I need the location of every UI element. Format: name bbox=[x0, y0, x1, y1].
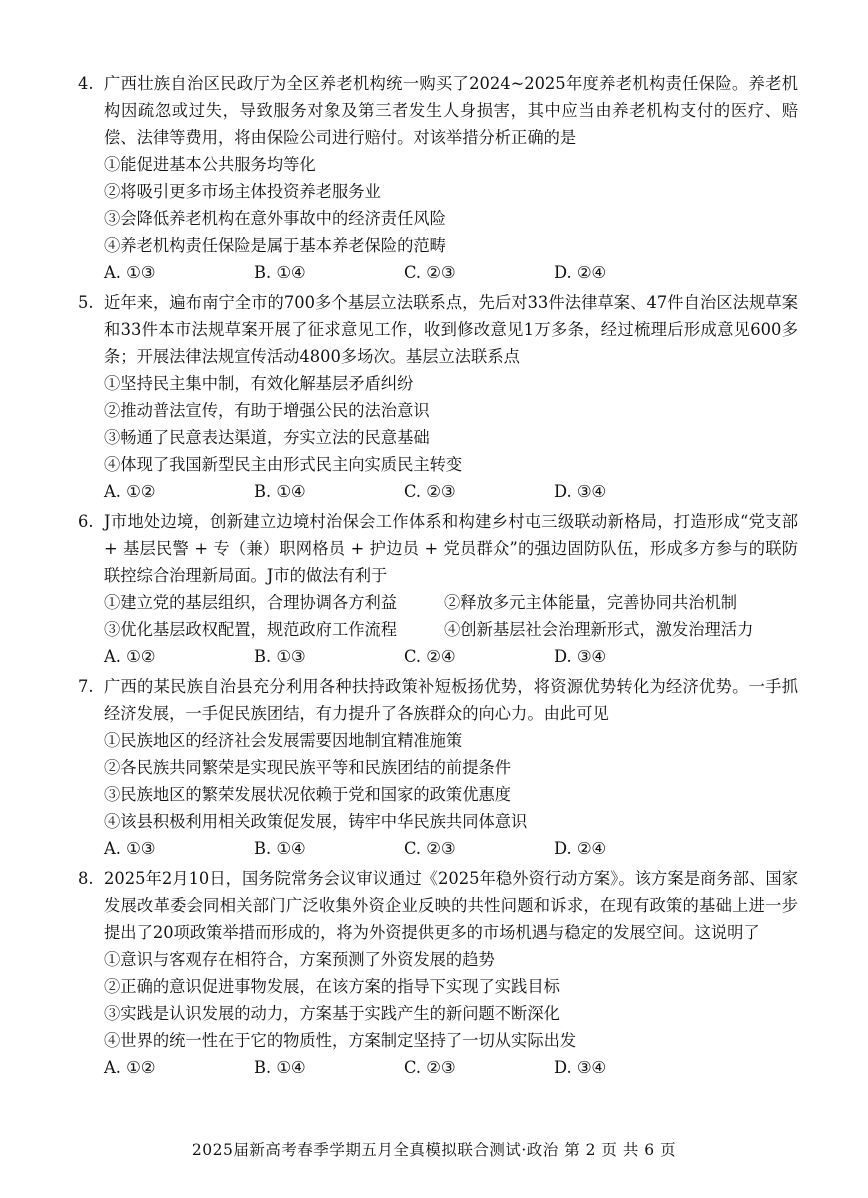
question-text: 广西的某民族自治县充分利用各种扶持政策补短板扬优势，将资源优势转化为经济优势。一手抓经济发展，一手促民族团结，有力提升了各族群众的向心力。由此可见 bbox=[104, 677, 798, 723]
question-text: J市地处边境，创新建立边境村治保会工作体系和构建乡村屯三级联动新格局，打造形成“党支部 + 基层民警 + 专（兼）职网格员 + 护边员 + 党员群众”的强边固防队伍，形成多方参与的联防联控综合治理新局面。J市的做法有利于 bbox=[104, 512, 798, 585]
answer-d: D. ③④ bbox=[554, 482, 607, 501]
question-number: 7. bbox=[78, 677, 94, 696]
question-text: 近年来，遍布南宁全市的700多个基层立法联系点，先后对33件法律草案、47件自治区法规草案和33件本市法规草案开展了征求意见工作，收到修改意见1万多条，经过梳理后形成意见600多条；开展法律法规宣传活动4800多场次。基层立法联系点 bbox=[104, 293, 798, 366]
answer-choices bbox=[78, 478, 798, 505]
option-row-2 bbox=[78, 616, 798, 643]
question-stem bbox=[78, 673, 798, 727]
answer-a: A. ①③ bbox=[104, 263, 156, 282]
question-text: 广西壮族自治区民政厅为全区养老机构统一购买了2024~2025年度养老机构责任保险。养老机构因疏忽或过失，导致服务对象及第三者发生人身损害，其中应当由养老机构支付的医疗、赔偿、法律等费用，将由保险公司进行赔付。对该举措分析正确的是 bbox=[104, 74, 798, 147]
answer-a: A. ①③ bbox=[104, 839, 156, 858]
question-stem bbox=[78, 289, 798, 370]
option-2: ②正确的意识促进事物发展，在该方案的指导下实现了实践目标 bbox=[104, 977, 560, 996]
answer-a: A. ①② bbox=[104, 1058, 156, 1077]
answer-c: C. ②④ bbox=[404, 647, 456, 666]
question-number: 5. bbox=[78, 293, 94, 312]
answer-d: D. ②④ bbox=[554, 839, 607, 858]
option-4: ④创新基层社会治理新形式，激发治理活力 bbox=[444, 620, 754, 639]
answer-b: B. ①③ bbox=[254, 647, 306, 666]
option-2: ②将吸引更多市场主体投资养老服务业 bbox=[104, 182, 381, 201]
option-2: ②释放多元主体能量，完善协同共治机制 bbox=[444, 593, 738, 612]
option-4: ④世界的统一性在于它的物质性，方案制定坚持了一切从实际出发 bbox=[104, 1031, 577, 1050]
answer-d: D. ③④ bbox=[554, 647, 607, 666]
question-stem bbox=[78, 70, 798, 151]
option-3: ③会降低养老机构在意外事故中的经济责任风险 bbox=[104, 209, 446, 228]
option-2: ②推动普法宣传，有助于增强公民的法治意识 bbox=[104, 401, 430, 420]
question-list bbox=[78, 70, 798, 1084]
option-3: ③民族地区的繁荣发展状况依赖于党和国家的政策优惠度 bbox=[104, 785, 512, 804]
answer-b: B. ①④ bbox=[254, 482, 306, 501]
option-3: ③优化基层政权配置，规范政府工作流程 bbox=[104, 620, 398, 639]
option-4: ④养老机构责任保险是属于基本养老保险的范畴 bbox=[104, 236, 446, 255]
answer-choices bbox=[78, 259, 798, 286]
page-footer: 2025届新高考春季学期五月全真模拟联合测试·政治 第 2 页 共 6 页 bbox=[191, 1141, 677, 1159]
question-number: 6. bbox=[78, 512, 94, 531]
answer-c: C. ②③ bbox=[404, 263, 456, 282]
question-number: 8. bbox=[78, 869, 94, 888]
question-stem bbox=[78, 865, 798, 946]
answer-b: B. ①④ bbox=[254, 1058, 306, 1077]
option-1: ①坚持民主集中制，有效化解基层矛盾纠纷 bbox=[104, 374, 414, 393]
option-row-1 bbox=[78, 589, 798, 616]
option-2: ②各民族共同繁荣是实现民族平等和民族团结的前提条件 bbox=[104, 758, 512, 777]
answer-c: C. ②③ bbox=[404, 839, 456, 858]
answer-d: D. ②④ bbox=[554, 263, 607, 282]
question-text: 2025年2月10日，国务院常务会议审议通过《2025年稳外资行动方案》。该方案是商务部、国家发展改革委会同相关部门广泛收集外资企业反映的共性问题和诉求，在现有政策的基础上进一步提出了20项政策举措而形成的，将为外资提供更多的市场机遇与稳定的发展空间。这说明了 bbox=[104, 869, 798, 942]
question-6 bbox=[78, 508, 798, 670]
answer-a: A. ①② bbox=[104, 482, 156, 501]
answer-choices bbox=[78, 643, 798, 670]
question-8 bbox=[78, 865, 798, 1081]
question-stem bbox=[78, 508, 798, 589]
option-4: ④该县积极利用相关政策促发展，铸牢中华民族共同体意识 bbox=[104, 812, 528, 831]
answer-choices bbox=[78, 835, 798, 862]
option-1: ①民族地区的经济社会发展需要因地制宜精准施策 bbox=[104, 731, 463, 750]
question-4 bbox=[78, 70, 798, 286]
answer-b: B. ①④ bbox=[254, 839, 306, 858]
question-5 bbox=[78, 289, 798, 505]
answer-d: D. ③④ bbox=[554, 1058, 607, 1077]
option-1: ①意识与客观存在相符合，方案预测了外资发展的趋势 bbox=[104, 950, 495, 969]
option-4: ④体现了我国新型民主由形式民主向实质民主转变 bbox=[104, 455, 463, 474]
answer-b: B. ①④ bbox=[254, 263, 306, 282]
answer-c: C. ②③ bbox=[404, 1058, 456, 1077]
option-1: ①能促进基本公共服务均等化 bbox=[104, 155, 316, 174]
answer-choices bbox=[78, 1054, 798, 1081]
option-3: ③实践是认识发展的动力，方案基于实践产生的新问题不断深化 bbox=[104, 1004, 560, 1023]
answer-c: C. ②③ bbox=[404, 482, 456, 501]
option-3: ③畅通了民意表达渠道，夯实立法的民意基础 bbox=[104, 428, 430, 447]
answer-a: A. ①② bbox=[104, 647, 156, 666]
question-number: 4. bbox=[78, 74, 94, 93]
question-7 bbox=[78, 673, 798, 862]
option-1: ①建立党的基层组织，合理协调各方利益 bbox=[104, 593, 398, 612]
